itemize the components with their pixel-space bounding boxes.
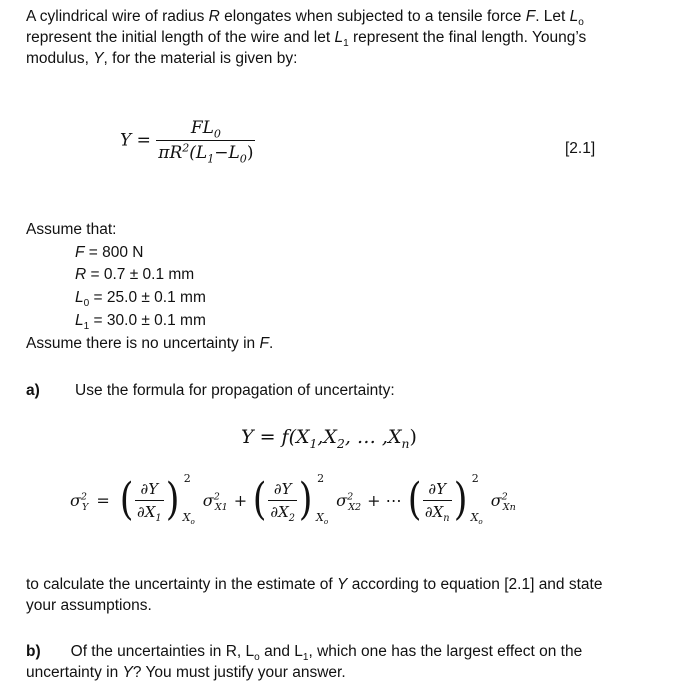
assume-radius: R = 0.7 ± 0.1 mm: [75, 266, 195, 283]
sigma-y-squared: $\sigma^2_Y$: [70, 490, 89, 513]
intro-line-3: modulus, Y, for the material is given by:: [26, 50, 298, 67]
propagation-equation: $\sigma^2_Y$ = ( $\frac{\partial Y}{\partial X_1}$ ) 2 $X_o$ $\sigma^2_{X1}$ + ( $\frac{\partial Y}{\partial X_2}$ ) 2 $X_o$ $\sigma^2_{X2}$ + ⋯ ( $\frac{\partial Y}{\partial X_n}$ ) 2 $X_o$ $\sigma^2_{Xn}$: [70, 472, 516, 527]
part-a-label: a): [26, 382, 40, 399]
sigma-x1-squared: $\sigma^2_{X1}$: [202, 490, 228, 513]
sigma-xn-squared: $\sigma^2_{Xn}$: [490, 490, 516, 513]
intro-line-1: A cylindrical wire of radius R elongates when subjected to a tensile force F. Let $L_o$: [26, 8, 584, 29]
part-a-instructions: to calculate the uncertainty in the estimate of Y according to equation [2.1] and state your assumptions.: [26, 576, 603, 614]
assume-force: F = 800 N: [75, 244, 144, 261]
assume-heading: Assume that:: [26, 221, 117, 238]
youngs-modulus-equation: Y = $\frac{FL_0}{\pi R^2(L_1-L_0)}$: [120, 118, 254, 166]
partial-term-1: ( $\frac{\partial Y}{\partial X_1}$ ) 2 $X_o$: [119, 472, 195, 527]
equation-reference: [2.1]: [565, 140, 596, 157]
intro-paragraph: [26, 6, 647, 69]
intro-line-2: represent the initial length of the wire and let $L_1$ represent the final length. Young’s: [26, 29, 587, 50]
assume-initial-length: $L_0 = 25.0 \pm 0.1$ mm: [75, 289, 206, 310]
part-a-text: Use the formula for propagation of uncertainty:: [75, 382, 395, 399]
assume-no-uncertainty: Assume there is no uncertainty in F.: [26, 335, 274, 352]
partial-term-2: ( $\frac{\partial Y}{\partial X_2}$ ) 2 $X_o$: [252, 472, 329, 527]
sigma-x2-squared: $\sigma^2_{X2}$: [336, 490, 362, 513]
part-b: b) Of the uncertainties in R, $L_o$ and $L_1$, which one has the largest effect on the uncertainty in Y? You must justify your answer.: [26, 643, 583, 681]
function-equation: $Y = f(X_1,X_2$, … $,X_n$): [241, 426, 417, 451]
partial-term-n: ( $\frac{\partial Y}{\partial X_n}$ ) 2 $X_o$: [407, 472, 483, 527]
assume-final-length: $L_1 = 30.0 \pm 0.1$ mm: [75, 312, 206, 333]
part-b-label: b): [26, 643, 41, 660]
